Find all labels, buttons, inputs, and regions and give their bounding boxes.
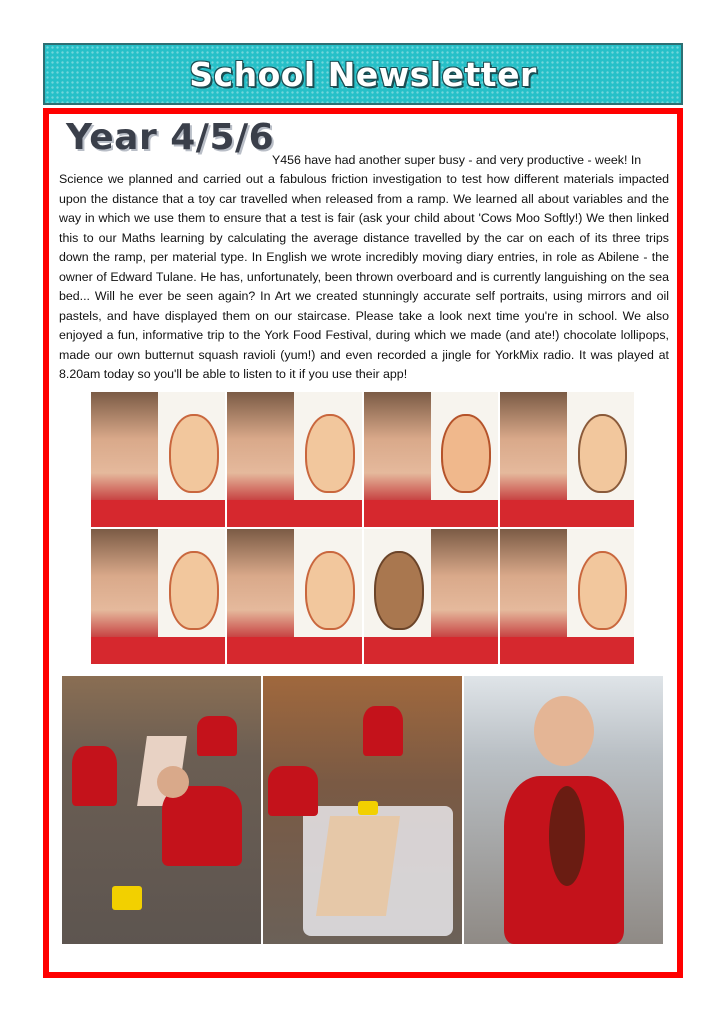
portrait-photo	[364, 529, 498, 664]
portrait-photo	[364, 392, 498, 527]
article-intro: Y456 have had another super busy - and very productive - week! In	[272, 153, 642, 167]
activity-photos	[62, 676, 663, 944]
ramp-measuring-photo	[62, 676, 261, 944]
self-portrait-gallery	[91, 392, 634, 664]
year-heading: Year 4/5/6	[66, 117, 275, 158]
ramp-experiment-photo	[263, 676, 462, 944]
portrait-photo	[500, 529, 634, 664]
newsletter-banner	[43, 43, 683, 105]
portrait-photo	[500, 392, 634, 527]
article-body: Science we planned and carried out a fabulous friction investigation to test how different materials impacted upon the distance that a toy car travelled when released from a ramp. We learned all about variables and the way in which we use them to ensure that a test is fair (ask your child about 'Cows Moo Softly!) We then linked this to our Maths learning by calculating the average distance travelled by the car on each of its three trips down the ramp, per material type. In English we wrote incredibly moving diary entries, in role as Abilene - the owner of Edward Tulane. He has, unfortunately, been thrown overboard and is currently languishing on the sea bed... Will he ever be seen again? In Art we created stunningly accurate self portraits, using mirrors and oil pastels, and have displayed them on our staircase. Please take a look next time you're in school. We also enjoyed a fun, informative trip to the York Food Festival, during which we made (and ate!) chocolate lollipops, made our own butternut squash ravioli (yum!) and even recorded a jingle for YorkMix radio. It was played at 8.20am today so you'll be able to listen to it if you use their app!	[59, 172, 669, 381]
portrait-photo	[91, 529, 225, 664]
portrait-photo	[227, 529, 361, 664]
portrait-photo	[91, 392, 225, 527]
newsletter-title: School Newsletter	[189, 54, 537, 94]
portrait-photo	[227, 392, 361, 527]
cocoa-pod-photo	[464, 676, 663, 944]
